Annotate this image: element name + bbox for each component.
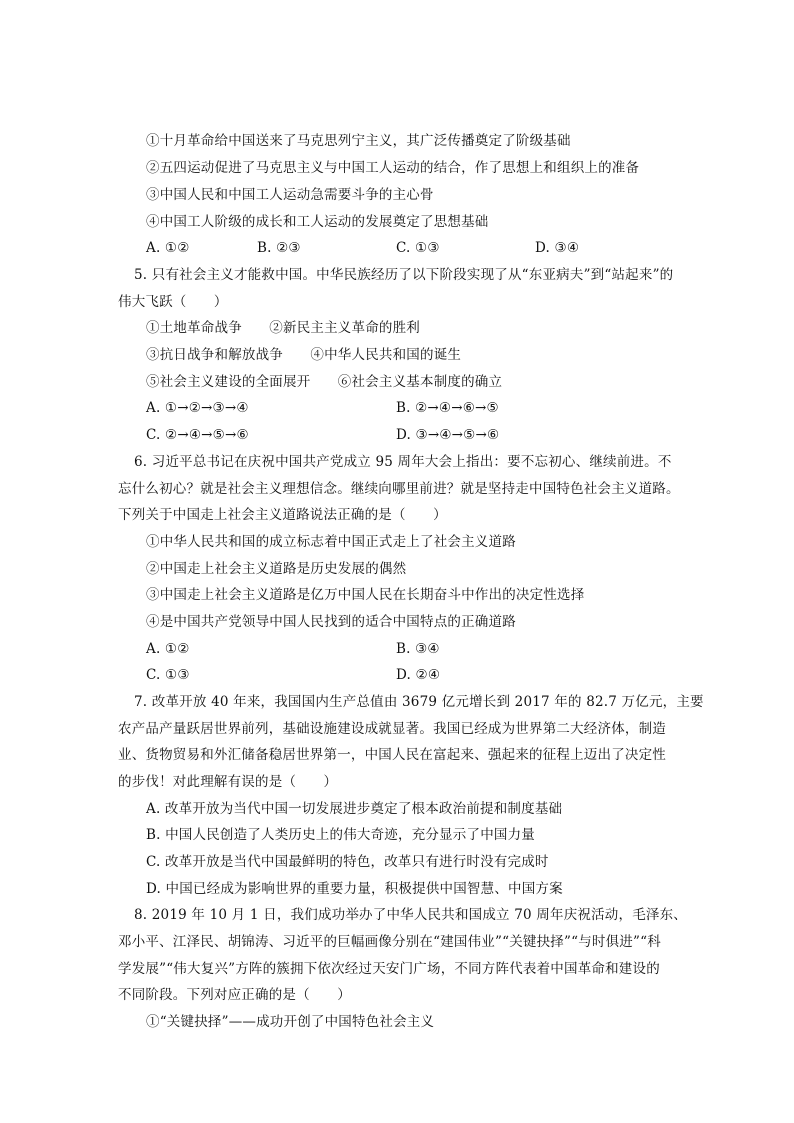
q6-choice-d: D. ②④ xyxy=(396,667,441,683)
q8-stem-4: 不同阶段。下列对应正确的是（ ） xyxy=(118,987,351,1003)
q8-stem-1: 8. 2019 年 10 月 1 日，我们成功举办了中华人民共和国成立 70 周年庆祝活动，毛泽东、 xyxy=(134,907,688,923)
q7-stem-1: 7. 改革开放 40 年来，我国国内生产总值由 3679 亿元增长到 2017 年的 82.7 万亿元，主要 xyxy=(134,694,704,710)
q7-choice-d: D. 中国已经成为影响世界的重要力量，积极提供中国智慧、中国方案 xyxy=(146,881,563,897)
q4-item-4: ④中国工人阶级的成长和工人运动的发展奠定了思想基础 xyxy=(146,214,489,230)
q4-item-2: ②五四运动促进了马克思主义与中国工人运动的结合，作了思想上和组织上的准备 xyxy=(146,160,640,176)
q4-item-1: ①十月革命给中国送来了马克思列宁主义，其广泛传播奠定了阶级基础 xyxy=(146,133,571,149)
q5-stem-1: 5. 只有社会主义才能救中国。中华民族经历了以下阶段实现了从“东亚病夫”到“站起来”的 xyxy=(134,267,674,283)
q7-choice-a: A. 改革开放为当代中国一切发展进步奠定了根本政治前提和制度基础 xyxy=(146,801,563,817)
q6-item-4: ④是中国共产党领导中国人民找到的适合中国特点的正确道路 xyxy=(146,614,516,630)
q7-stem-4: 的步伐！对此理解有误的是（ ） xyxy=(118,774,338,790)
q5-item-2: ③抗日战争和解放战争 ④中华人民共和国的诞生 xyxy=(146,347,462,363)
q5-stem-2: 伟大飞跃（ ） xyxy=(118,294,228,310)
q6-stem-2: 忘什么初心？就是社会主义理想信念。继续向哪里前进？就是坚持走中国特色社会主义道路。 xyxy=(118,481,680,497)
q5-choice-a: A. ①→②→③→④ xyxy=(146,400,249,416)
q6-stem-1: 6. 习近平总书记在庆祝中国共产党成立 95 周年大会上指出：要不忘初心、继续前进。不 xyxy=(134,454,672,470)
q6-item-3: ③中国走上社会主义道路是亿万中国人民在长期奋斗中作出的决定性选择 xyxy=(146,587,585,603)
q6-choice-b: B. ③④ xyxy=(396,641,440,657)
q5-choice-c: C. ②→④→⑤→⑥ xyxy=(146,427,249,443)
q4-choice-b: B. ②③ xyxy=(257,240,301,256)
q7-stem-2: 农产品产量跃居世界前列，基础设施建设成就显著。我国已经成为世界第二大经济体，制造 xyxy=(118,721,666,737)
q7-stem-3: 业、货物贸易和外汇储备稳居世界第一，中国人民在富起来、强起来的征程上迈出了决定性 xyxy=(118,747,666,763)
q8-item-1: ①“关键抉择”——成功开创了中国特色社会主义 xyxy=(146,1014,435,1030)
q7-choice-b: B. 中国人民创造了人类历史上的伟大奇迹，充分显示了中国力量 xyxy=(146,827,536,843)
q5-item-3: ⑤社会主义建设的全面展开 ⑥社会主义基本制度的确立 xyxy=(146,374,503,390)
q4-choice-d: D. ③④ xyxy=(535,240,580,256)
q4-item-3: ③中国人民和中国工人运动急需要斗争的主心骨 xyxy=(146,187,434,203)
q4-choice-c: C. ①③ xyxy=(396,240,440,256)
q6-choice-a: A. ①② xyxy=(146,641,190,657)
q5-item-1: ①土地革命战争 ②新民主主义革命的胜利 xyxy=(146,320,420,336)
q5-choice-d: D. ③→④→⑤→⑥ xyxy=(396,427,500,443)
q5-choice-b: B. ②→④→⑥→⑤ xyxy=(396,400,499,416)
q6-choice-c: C. ①③ xyxy=(146,667,190,683)
q4-choice-a: A. ①② xyxy=(146,240,190,256)
q7-choice-c: C. 改革开放是当代中国最鲜明的特色，改革只有进行时没有完成时 xyxy=(146,854,549,870)
q6-item-1: ①中华人民共和国的成立标志着中国正式走上了社会主义道路 xyxy=(146,534,516,550)
q8-stem-3: 学发展”“伟大复兴”方阵的簇拥下依次经过天安门广场，不同方阵代表着中国革命和建设的 xyxy=(118,961,660,977)
q6-stem-3: 下列关于中国走上社会主义道路说法正确的是（ ） xyxy=(118,507,447,523)
q6-item-2: ②中国走上社会主义道路是历史发展的偶然 xyxy=(146,561,407,577)
q8-stem-2: 邓小平、江泽民、胡锦涛、习近平的巨幅画像分别在“建国伟业”“关键抉择”“与时俱进”“科 xyxy=(118,934,661,950)
